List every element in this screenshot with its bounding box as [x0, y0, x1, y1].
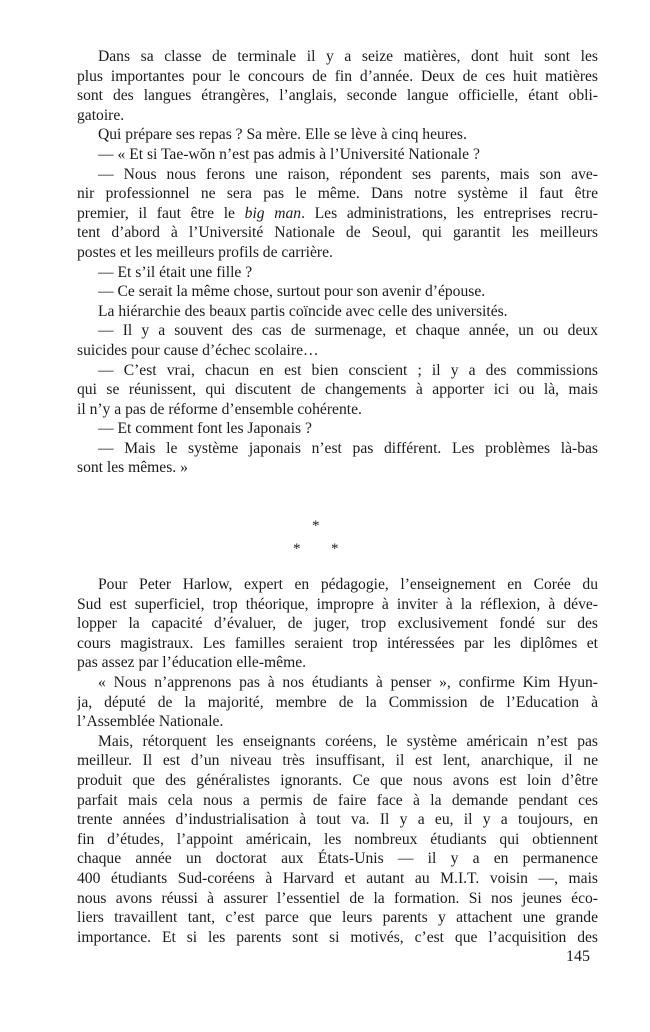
text-line: pas assez par l’éducation elle-même.: [77, 654, 307, 672]
text-line: Sud est superficiel, trop théorique, impropre à inviter à la réflexion, à déve-: [77, 595, 598, 613]
text-line: — Et s’il était une fille ?: [98, 263, 253, 281]
text-line: postes et les meilleurs profils de carrière.: [77, 243, 333, 261]
asterisk: *: [293, 541, 301, 557]
page-number: 145: [566, 948, 590, 965]
text-line: gatoire.: [77, 106, 125, 124]
text-line: suicides pour cause d’échec scolaire…: [77, 341, 319, 359]
text-line: — C’est vrai, chacun en est bien conscient ; il y a des commissions: [98, 361, 598, 379]
text-line: sont des langues étrangères, l’anglais, seconde langue officielle, étant obli-: [77, 87, 598, 105]
text-line: Pour Peter Harlow, expert en pédagogie, l’enseignement en Corée du: [98, 576, 598, 593]
text-line: qui se réunissent, qui discutent de changements à apporter ici ou là, mais: [77, 381, 598, 399]
text-line: Mais, rétorquent les enseignants coréens, le système américain n’est pas: [98, 732, 598, 750]
text-line: [77, 204, 598, 224]
text-line: Dans sa classe de terminale il y a seize matières, dont huit sont les: [98, 48, 598, 65]
text-line: nir professionnel ne sera pas le même. Dans notre système il faut être: [77, 185, 598, 203]
text-line: cours magistraux. Les familles seraient trop intéressées par les diplômes et: [77, 634, 598, 652]
text-line: lopper la capacité d’évaluer, de juger, trop exclusivement fondé sur des: [77, 615, 598, 633]
text-line: l’Assemblée Nationale.: [77, 713, 224, 731]
text-line: — Et comment font les Japonais ?: [98, 420, 312, 438]
text-line: La hiérarchie des beaux partis coïncide avec celle des universités.: [98, 302, 508, 320]
text-line: ja, député de la majorité, membre de la Commission de l’Education à: [77, 693, 598, 711]
text-line: — Mais le système japonais n’est pas différent. Les problèmes là-bas: [98, 439, 598, 457]
text-line: — Ce serait la même chose, surtout pour son avenir d’épouse.: [98, 283, 486, 301]
text-line: « Nous n’apprenons pas à nos étudiants à penser », confirme Kim Hyun-: [98, 673, 598, 691]
text-line: — « Et si Tae-wŏn n’est pas admis à l’Université Nationale ?: [98, 145, 480, 163]
essay-section: [77, 575, 598, 947]
text-line: sont les mêmes. »: [77, 459, 188, 477]
text-line: nous avons réussi à assurer l’essentiel de la formation. Si nos jeunes éco-: [77, 889, 598, 907]
text-line: liers travaillent tant, c’est parce que leurs parents y attachent une grande: [77, 909, 598, 927]
text-run: premier, il faut être le: [77, 204, 245, 222]
text-line: parfait mais cela nous a permis de faire face à la demande pendant ces: [77, 791, 598, 809]
text-line: importance. Et si les parents sont si motivés, c’est que l’acquisition des: [77, 928, 598, 946]
text-line: — Il y a souvent des cas de surmenage, et chaque année, un ou deux: [98, 322, 598, 340]
dialogue-section: [77, 47, 598, 478]
text-line: trente années d’industrialisation à tout va. Il y a eu, il y a toujours, en: [77, 811, 598, 829]
text-line: — Nous nous ferons une raison, répondent ses parents, mais son ave-: [98, 165, 598, 183]
text-line: fin d’études, l’appoint américain, les nombreux étudiants qui obtiennent: [77, 830, 598, 848]
text-line: chaque année un doctorat aux États-Unis — il y a en permanence: [77, 850, 598, 868]
text-line: plus importantes pour le concours de fin d’année. Deux de ces huit matières: [77, 67, 598, 85]
text-line: meilleur. Il est d’un niveau très insuffisant, il est lent, anarchique, il ne: [77, 752, 598, 770]
text-line: produit que des généralistes ignorants. Ce que nous avons est loin d’être: [77, 771, 598, 789]
text-line: tent d’abord à l’Université Nationale de Seoul, qui garantit les meilleurs: [77, 224, 598, 242]
italic-phrase: big man: [244, 204, 302, 222]
asterisk: *: [312, 518, 320, 534]
text-line: 400 étudiants Sud-coréens à Harvard et autant au M.I.T. voisin —, mais: [77, 869, 598, 887]
text-line: Qui prépare ses repas ? Sa mère. Elle se lève à cinq heures.: [98, 126, 467, 144]
asterisk: *: [331, 541, 339, 557]
text-line: il n’y a pas de réforme d’ensemble cohérente.: [77, 400, 362, 418]
text-run: . Les administrations, les entreprises recru-: [301, 204, 598, 222]
